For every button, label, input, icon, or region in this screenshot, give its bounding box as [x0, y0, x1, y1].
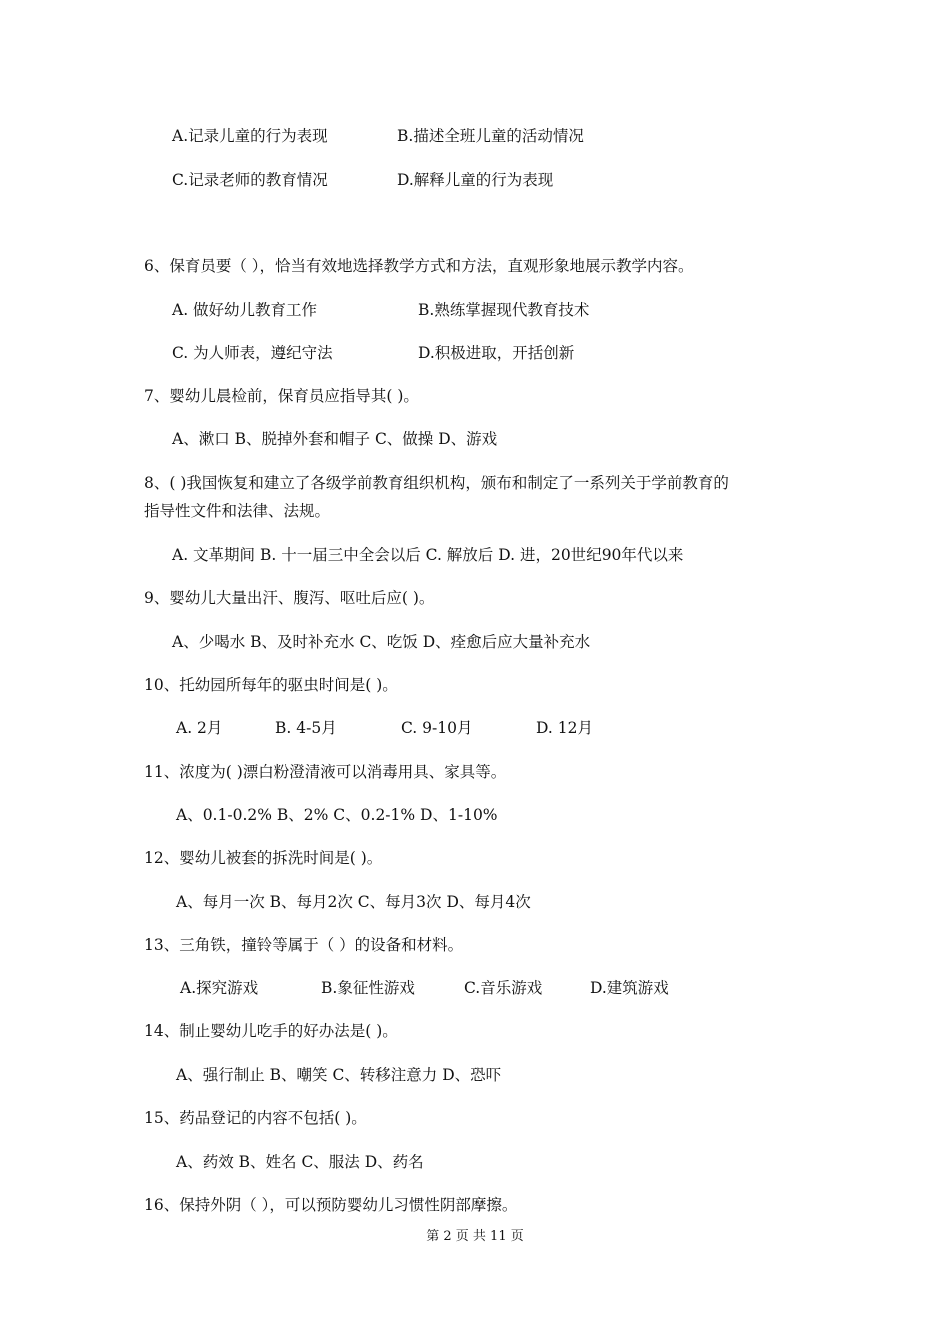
page-footer: 第 2 页 共 11 页	[426, 1229, 524, 1244]
q6-option-a: A. 做好幼儿教育工作	[172, 301, 318, 319]
q13-option-d: D.建筑游戏	[590, 979, 669, 997]
q8-stem-line2: 指导性文件和法律、法规。	[144, 502, 331, 520]
q9-stem: 9、婴幼儿大量出汗、腹泻、呕吐后应( )。	[144, 589, 435, 607]
q13-option-a: A.探究游戏	[180, 979, 259, 997]
q7-options: A、漱口 B、脱掉外套和帽子 C、做操 D、游戏	[172, 430, 498, 448]
q11-options: A、0.1-0.2% B、2% C、0.2-1% D、1-10%	[176, 806, 498, 824]
q8-stem-line1: 8、( )我国恢复和建立了各级学前教育组织机构，颁布和制定了一系列关于学前教育的	[144, 474, 729, 492]
q12-options: A、每月一次 B、每月2次 C、每月3次 D、每月4次	[176, 893, 531, 911]
q14-stem: 14、制止婴幼儿吃手的好办法是( )。	[144, 1022, 398, 1040]
q13-stem: 13、三角铁，撞铃等属于（ ）的设备和材料。	[144, 936, 464, 954]
q9-options: A、少喝水 B、及时补充水 C、吃饭 D、痊愈后应大量补充水	[172, 633, 591, 651]
q10-stem: 10、托幼园所每年的驱虫时间是( )。	[144, 676, 398, 694]
q12-stem: 12、婴幼儿被套的拆洗时间是( )。	[144, 849, 383, 867]
q6-stem: 6、保育员要（ ），恰当有效地选择教学方式和方法，直观形象地展示教学内容。	[144, 257, 694, 275]
q6-option-c: C. 为人师表，遵纪守法	[172, 344, 333, 362]
q6-option-b: B.熟练掌握现代教育技术	[418, 301, 590, 319]
q6-option-d: D.积极进取，开括创新	[418, 344, 575, 362]
q15-stem: 15、药品登记的内容不包括( )。	[144, 1109, 367, 1127]
q10-option-d: D. 12月	[536, 719, 593, 737]
q7-stem: 7、婴幼儿晨检前，保育员应指导其( )。	[144, 387, 419, 405]
q13-option-c: C.音乐游戏	[464, 979, 543, 997]
q5-option-b: B.描述全班儿童的活动情况	[397, 127, 584, 145]
q14-options: A、强行制止 B、嘲笑 C、转移注意力 D、恐吓	[176, 1066, 502, 1084]
q16-stem: 16、保持外阴（ ），可以预防婴幼儿习惯性阴部摩擦。	[144, 1196, 518, 1214]
q11-stem: 11、浓度为( )漂白粉澄清液可以消毒用具、家具等。	[144, 763, 507, 781]
q8-options: A. 文革期间 B. 十一届三中全会以后 C. 解放后 D. 进，20世纪90年代以来	[172, 546, 684, 564]
q15-options: A、药效 B、姓名 C、服法 D、药名	[176, 1153, 424, 1171]
q5-option-a: A.记录儿童的行为表现	[172, 127, 328, 145]
q5-option-c: C.记录老师的教育情况	[172, 171, 328, 189]
q10-option-a: A. 2月	[176, 719, 223, 737]
q13-option-b: B.象征性游戏	[321, 979, 415, 997]
q10-option-c: C. 9-10月	[401, 719, 473, 737]
q5-option-d: D.解释儿童的行为表现	[397, 171, 554, 189]
q10-option-b: B. 4-5月	[275, 719, 337, 737]
